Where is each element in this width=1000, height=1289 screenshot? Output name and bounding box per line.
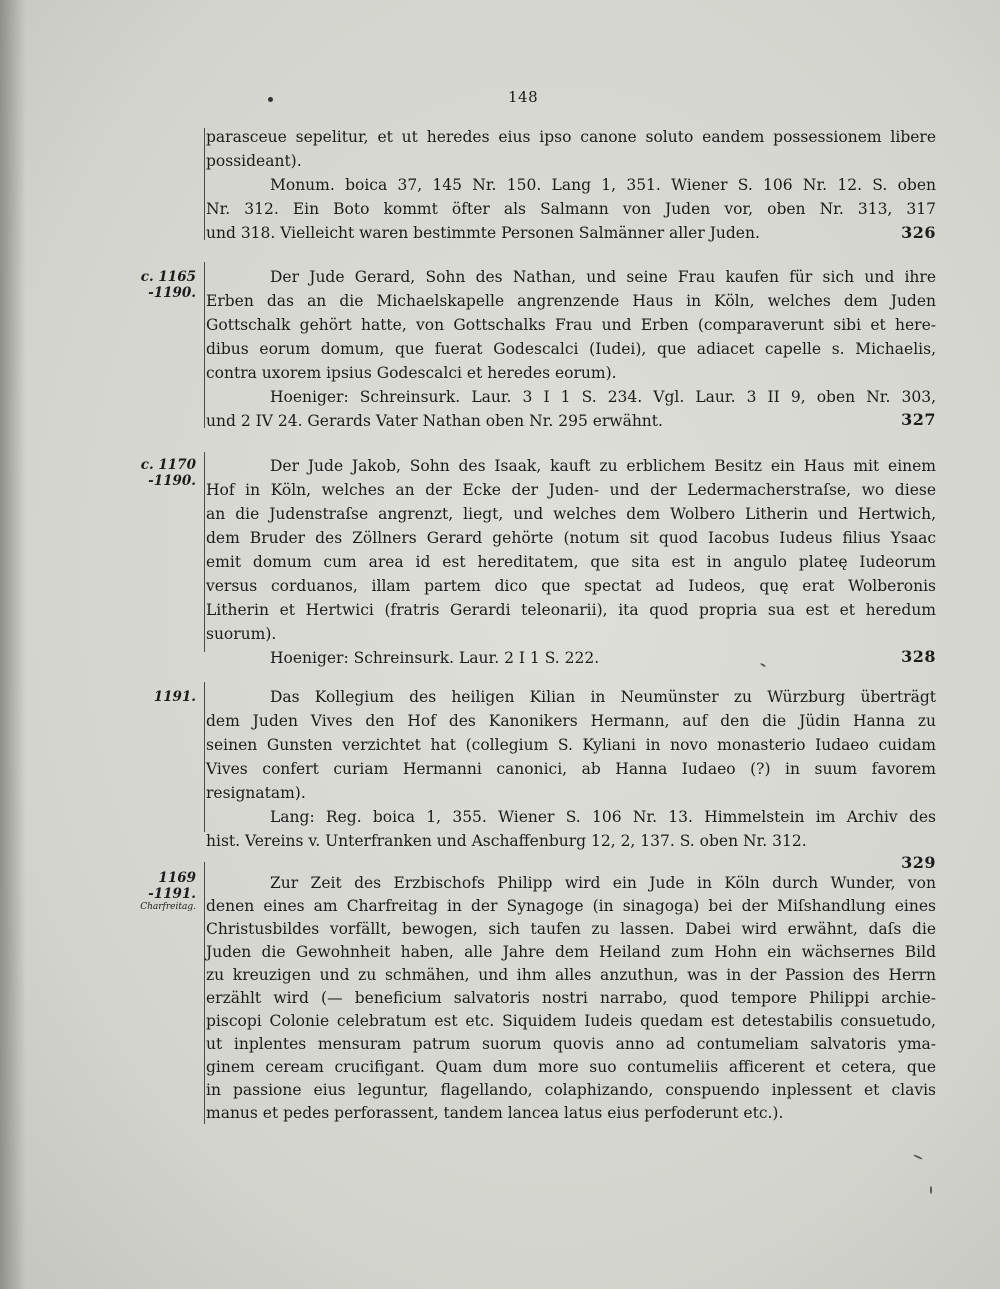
text-line: und 2 IV 24. Gerards Vater Nathan oben Nr. 295 erwähnt. (206, 412, 663, 430)
text-line: Der Jude Jakob, Sohn des Isaak, kauft zu erblichem Besitz ein Haus mit einem (270, 457, 936, 475)
text-line: Zur Zeit des Erzbischofs Philipp wird ein Jude in Köln durch Wunder, von (270, 874, 936, 892)
date-line: c. 1165 (140, 269, 196, 285)
text-line: an die Judenstraſse angrenzt, liegt, und welches dem Wolbero Litherin und Hertwich, (206, 505, 936, 523)
date-line: -1191. (148, 886, 196, 902)
text-line: suorum). (206, 625, 277, 643)
citation-line: Hoeniger: Schreinsurk. Laur. 2 I 1 S. 222. (270, 649, 600, 667)
citation-line: Lang: Reg. boica 1, 355. Wiener S. 106 Nr. 13. Himmelstein im Archiv des (270, 808, 936, 826)
text-line: Erben das an die Michaelskapelle angrenzende Haus in Köln, welches dem Juden (206, 292, 936, 310)
entry-number: 329 (901, 853, 936, 872)
text-line: denen eines am Charfreitag in der Synagoge (in sinagoga) bei der Miſshandlung eines (206, 897, 936, 915)
citation-line: Monum. boica 37, 145 Nr. 150. Lang 1, 351. Wiener S. 106 Nr. 12. S. oben (270, 176, 936, 194)
date-note (108, 457, 196, 489)
date-line: 1191. (153, 689, 196, 705)
text-line: Das Kollegium des heiligen Kilian in Neumünster zu Würzburg überträgt (270, 688, 936, 706)
page-edge-shadow (0, 0, 26, 1289)
text-line: hist. Vereins v. Unterfranken und Aschaffenburg 12, 2, 137. S. oben Nr. 312. (206, 832, 807, 850)
text-line: ginem ceream crucifigant. Quam dum more suo contumeliis afficerent et cetera, que (206, 1058, 936, 1076)
text-line: Der Jude Gerard, Sohn des Nathan, und seine Frau kaufen für sich und ihre (270, 268, 936, 286)
date-note (108, 870, 196, 913)
text-line: erzählt wird (— beneficium salvatoris nostri narrabo, quod tempore Philippi archie- (206, 989, 936, 1007)
date-line: c. 1170 (140, 457, 196, 473)
date-note (108, 689, 196, 705)
text-line: contra uxorem ipsius Godescalci et heredes eorum). (206, 364, 617, 382)
text-line: zu kreuzigen und zu schmähen, und ihm alles anzuthun, was in der Passion des Herrn (206, 966, 936, 984)
date-line: -1190. (148, 285, 196, 301)
print-dot (268, 97, 273, 102)
date-line: 1169 (158, 870, 196, 886)
text-line: Nr. 312. Ein Boto kommt öfter als Salmann von Juden vor, oben Nr. 313, 317 (206, 200, 936, 218)
text-line: ut inplentes mensuram patrum suorum quovis anno ad contumeliam salvatoris yma- (206, 1035, 936, 1053)
text-line: in passione eius leguntur, flagellando, colaphizando, conspuendo inplessent et clavis (206, 1081, 936, 1099)
text-line: dem Bruder des Zöllners Gerard gehörte (notum sit quod Iacobus Iudeus filius Ysaac (206, 529, 936, 547)
text-line: Vives confert curiam Hermanni canonici, ab Hanna Iudaeo (?) in suum favorem (206, 760, 936, 778)
text-line: resignatam). (206, 784, 306, 802)
text-line: parasceue sepelitur, et ut heredes eius ipso canone soluto eandem possessionem libere (206, 128, 936, 146)
scan-speck (913, 1154, 923, 1160)
date-line: -1190. (148, 473, 196, 489)
text-line: versus corduanos, illam partem dico que spectat ad Iudeos, quę erat Wolberonis (206, 577, 936, 595)
text-line: Gottschalk gehört hatte, von Gottschalks Frau und Erben (comparaverunt sibi et here- (206, 316, 936, 334)
entry-number: 326 (901, 223, 936, 242)
text-line: Christusbildes vorfällt, bewogen, sich taufen zu lassen. Dabei wird erwähnt, daſs die (206, 920, 936, 938)
text-line: dem Juden Vives den Hof des Kanonikers Hermann, auf den die Jüdin Hanna zu (206, 712, 936, 730)
scan-speck (930, 1186, 932, 1194)
text-line: manus et pedes perforassent, tandem lancea latus eius perfoderunt etc.). (206, 1104, 784, 1122)
date-annotation: Charfreitag. (140, 902, 196, 912)
text-line: Juden die Gewohnheit haben, alle Jahre dem Heiland zum Hohn ein wächsernes Bild (206, 943, 936, 961)
page-number: 148 (508, 88, 539, 106)
text-line: piscopi Colonie celebratum est etc. Siquidem Iudeis quedam est detestabilis consuetudo, (206, 1012, 936, 1030)
text-line: Hof in Köln, welches an der Ecke der Juden- und der Ledermacherstraſse, wo diese (206, 481, 936, 499)
text-line: dibus eorum domum, que fuerat Godescalci (Iudei), que adiacet capelle s. Michaelis, (206, 340, 936, 358)
entry-number: 327 (901, 410, 936, 429)
entry-number: 328 (901, 647, 936, 666)
text-line: Litherin et Hertwici (fratris Gerardi teleonarii), ita quod propria sua est et heredum (206, 601, 936, 619)
text-line: seinen Gunsten verzichtet hat (collegium S. Kyliani in novo monasterio Iudaeo cuidam (206, 736, 936, 754)
text-line: possideant). (206, 152, 302, 170)
text-line: und 318. Vielleicht waren bestimmte Personen Salmänner aller Juden. (206, 224, 760, 242)
date-note (108, 269, 196, 301)
text-line: emit domum cum area id est hereditatem, que sita est in angulo plateę Iudeorum (206, 553, 936, 571)
citation-line: Hoeniger: Schreinsurk. Laur. 3 I 1 S. 234. Vgl. Laur. 3 II 9, oben Nr. 303, (270, 388, 936, 406)
